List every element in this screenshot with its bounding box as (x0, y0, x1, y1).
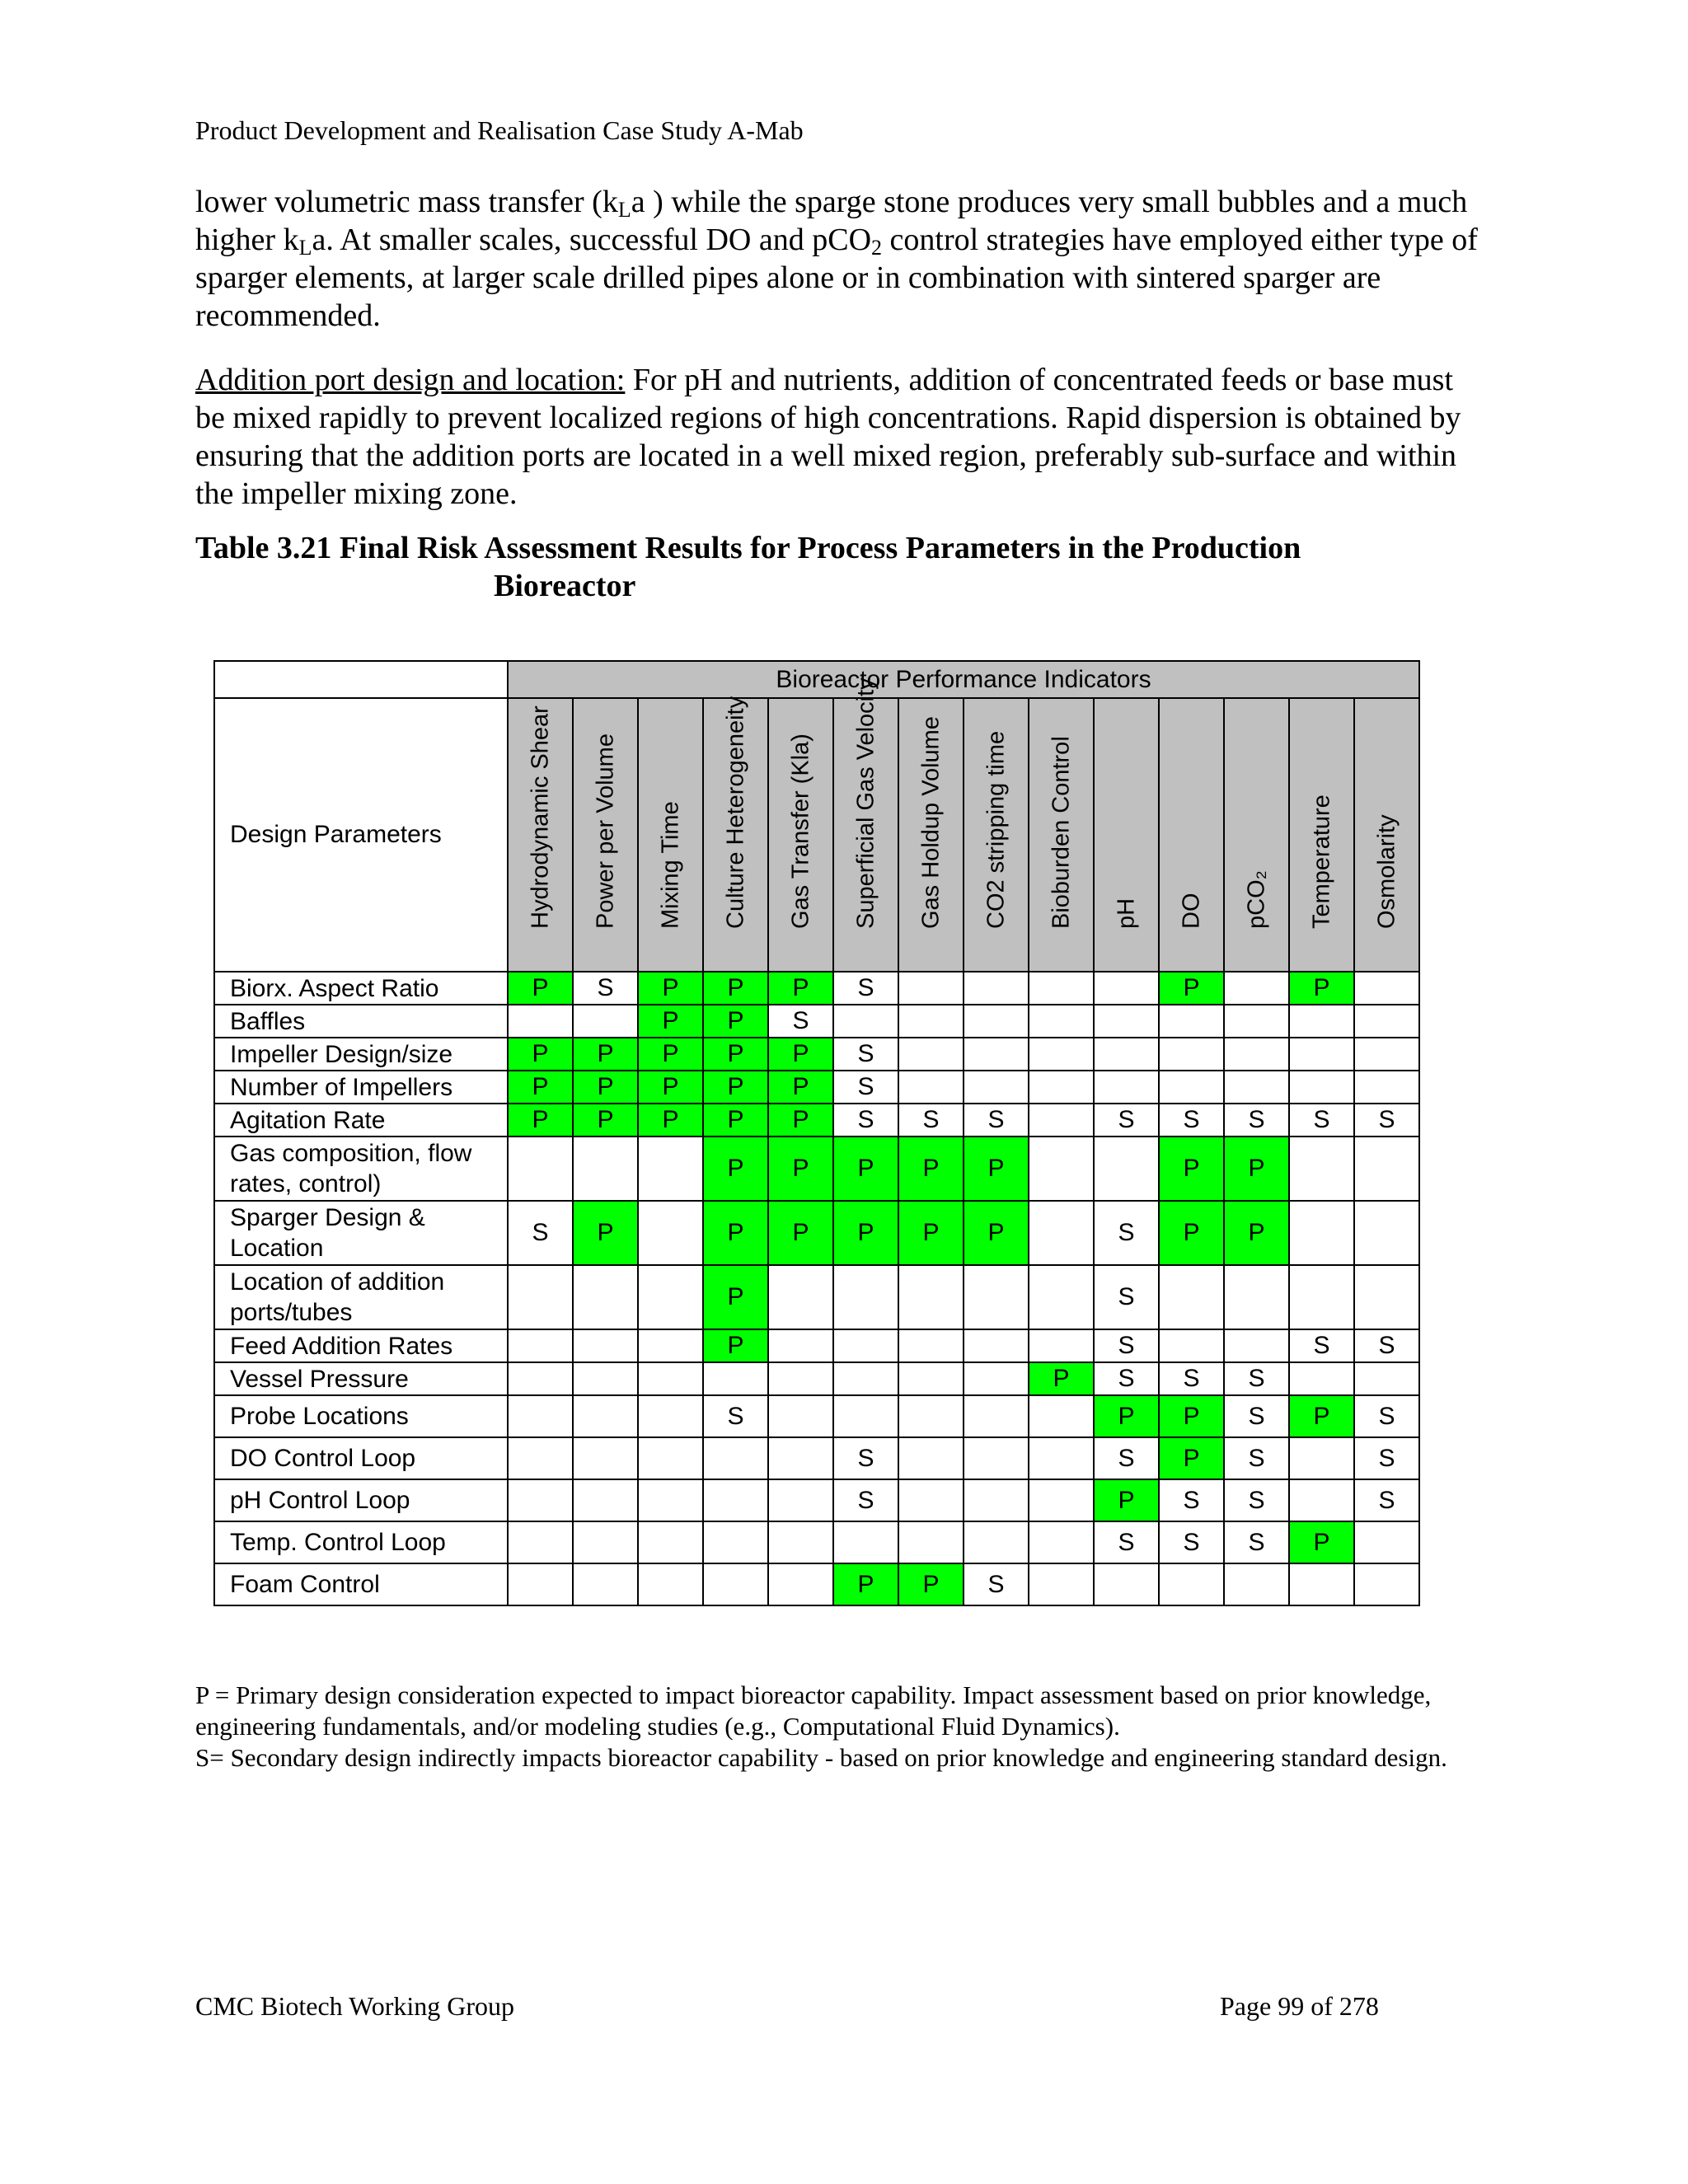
row-label: Feed Addition Rates (214, 1329, 508, 1362)
table-row (214, 1362, 1419, 1395)
table-cell: S (1354, 1479, 1419, 1521)
table-cell (1224, 1038, 1289, 1071)
row-label: Impeller Design/size (214, 1038, 508, 1071)
footer-org: CMC Biotech Working Group (195, 1991, 515, 2021)
table-cell: P (1094, 1479, 1159, 1521)
table-cell (1094, 1005, 1159, 1038)
table-cell: S (1289, 1104, 1354, 1137)
table-cell: S (1354, 1437, 1419, 1479)
table-cell: S (964, 1563, 1029, 1605)
table-cell (768, 1362, 833, 1395)
table-cell (1354, 1038, 1419, 1071)
paragraph-sparger: lower volumetric mass transfer ($k_La$ ) while the sparge stone produces very small bubbles and a much higher $k_La$. At smaller scales, successful DO and pCO$_2$ control strategies have employed either type of sparger elements, at larger scale drilled pipes alone or in combination with sintered sparger are recommended. (195, 185, 1478, 333)
table-cell: S (1224, 1437, 1289, 1479)
table-cell (833, 1521, 898, 1563)
table-cell (508, 1563, 573, 1605)
table-row (214, 1437, 1419, 1479)
table-row (214, 1201, 1419, 1265)
table-cell: P (1224, 1201, 1289, 1265)
table-corner (214, 661, 508, 698)
table-row (214, 1329, 1419, 1362)
table-cell: P (508, 1104, 573, 1137)
table-cell: P (638, 1038, 703, 1071)
table-row (214, 1071, 1419, 1104)
table-cell: S (1224, 1479, 1289, 1521)
table-cell: P (964, 1137, 1029, 1201)
column-header-label: CO2 stripping time (982, 730, 1009, 929)
row-label: Baffles (214, 1005, 508, 1038)
legend-secondary: S= Secondary design indirectly impacts bioreactor capability - based on prior knowledge and engineering standard design. (195, 1743, 1447, 1772)
table-cell (898, 1038, 964, 1071)
column-header-label: Osmolarity (1373, 814, 1400, 929)
table-cell (1094, 1071, 1159, 1104)
table-cell: S (1094, 1104, 1159, 1137)
table-cell (1029, 1137, 1094, 1201)
table-cell: S (1354, 1329, 1419, 1362)
table-cell (1159, 1038, 1224, 1071)
table-cell: P (833, 1563, 898, 1605)
table-cell (508, 1437, 573, 1479)
column-header-label: Temperature (1308, 794, 1334, 929)
table-cell: P (768, 972, 833, 1005)
table-cell: S (833, 1104, 898, 1137)
row-label: pH Control Loop (214, 1479, 508, 1521)
column-header-label: pH (1113, 898, 1139, 929)
table-cell: P (768, 1201, 833, 1265)
table-cell: P (638, 972, 703, 1005)
table-cell (1029, 1521, 1094, 1563)
table-cell (1354, 1005, 1419, 1038)
table-cell: S (1159, 1521, 1224, 1563)
table-cell (833, 1362, 898, 1395)
table-cell: P (1159, 1137, 1224, 1201)
table-cell: S (1159, 1104, 1224, 1137)
table-cell (638, 1563, 703, 1605)
footer-page-number: Page 99 of 278 (1220, 1991, 1379, 2021)
table-cell: S (1224, 1104, 1289, 1137)
table-cell: S (508, 1201, 573, 1265)
column-header-label: Power per Volume (592, 733, 618, 929)
table-cell (833, 1265, 898, 1329)
column-header (768, 698, 833, 972)
table-cell: P (703, 1104, 768, 1137)
table-cell: P (638, 1071, 703, 1104)
row-label: Agitation Rate (214, 1104, 508, 1137)
table-cell: S (1224, 1362, 1289, 1395)
row-label: Number of Impellers (214, 1071, 508, 1104)
table-cell (638, 1437, 703, 1479)
table-cell (1094, 1137, 1159, 1201)
legend-primary: P = Primary design consideration expected to impact bioreactor capability. Impact assessment based on prior knowledge, engineering fundamentals, and/or modeling studies (e.g., Computational Fluid Dynamics). (195, 1680, 1432, 1741)
table-row (214, 1005, 1419, 1038)
table-cell: P (1159, 972, 1224, 1005)
table-row (214, 1137, 1419, 1201)
table-cell (898, 1329, 964, 1362)
table-cell: S (1094, 1201, 1159, 1265)
table-cell: P (1289, 1395, 1354, 1437)
table-cell: P (768, 1104, 833, 1137)
group-header: Bioreactor Performance Indicators (508, 661, 1419, 698)
table-cell (573, 1395, 638, 1437)
column-header-label: DO (1178, 893, 1204, 929)
table-cell (964, 1521, 1029, 1563)
table-cell (573, 1329, 638, 1362)
table-cell (573, 1137, 638, 1201)
table-row (214, 1265, 1419, 1329)
table-cell (1354, 1521, 1419, 1563)
table-cell: P (964, 1201, 1029, 1265)
table-cell: S (833, 1437, 898, 1479)
table-cell: P (768, 1038, 833, 1071)
column-header (1224, 698, 1289, 972)
table-cell (1159, 1265, 1224, 1329)
column-header (1289, 698, 1354, 972)
table-row (214, 1479, 1419, 1521)
table-cell (1094, 1038, 1159, 1071)
table-cell (964, 1329, 1029, 1362)
table-cell (964, 1479, 1029, 1521)
row-label: Foam Control (214, 1563, 508, 1605)
row-label: Probe Locations (214, 1395, 508, 1437)
table-cell (768, 1437, 833, 1479)
paragraph-addition-port: Addition port design and location: For pH and nutrients, addition of concentrated feeds or base must be mixed rapidly to prevent localized regions of high concentrations. Rapid dispersion is obtained by ensuring that the addition ports are located in a well mixed region, preferably sub-surface and within the impeller mixing zone. (195, 363, 1461, 511)
table-cell: S (1094, 1329, 1159, 1362)
table-cell: P (1159, 1201, 1224, 1265)
table-cell (833, 1005, 898, 1038)
table-cell (898, 972, 964, 1005)
table-cell (833, 1329, 898, 1362)
table-cell (964, 972, 1029, 1005)
table-row (214, 1521, 1419, 1563)
table-cell (833, 1395, 898, 1437)
table-cell (964, 1005, 1029, 1038)
table-cell (508, 1005, 573, 1038)
column-header (703, 698, 768, 972)
table-cell: P (703, 1265, 768, 1329)
table-cell (1159, 1005, 1224, 1038)
table-cell: S (1159, 1362, 1224, 1395)
table-cell (1289, 1201, 1354, 1265)
table-cell (573, 1265, 638, 1329)
column-header (1159, 698, 1224, 972)
table-cell: P (768, 1071, 833, 1104)
table-cell: P (898, 1563, 964, 1605)
table-cell: P (1159, 1395, 1224, 1437)
table-cell (898, 1265, 964, 1329)
table-cell: S (833, 1038, 898, 1071)
table-cell: P (703, 1071, 768, 1104)
table-cell: S (1094, 1521, 1159, 1563)
column-header-label: Mixing Time (657, 801, 683, 929)
table-cell (1029, 1201, 1094, 1265)
table-cell: P (833, 1201, 898, 1265)
row-label: Biorx. Aspect Ratio (214, 972, 508, 1005)
table-cell (703, 1362, 768, 1395)
column-header (1029, 698, 1094, 972)
table-cell (573, 1437, 638, 1479)
table-cell (508, 1329, 573, 1362)
table-cell (1289, 1005, 1354, 1038)
table-cell (508, 1265, 573, 1329)
row-label: Location of addition ports/tubes (214, 1265, 508, 1329)
table-cell: P (508, 1038, 573, 1071)
table-cell (964, 1362, 1029, 1395)
column-header-label: Hydrodynamic Shear (527, 705, 553, 929)
table-cell: P (1289, 972, 1354, 1005)
table-cell (638, 1479, 703, 1521)
table-cell (1289, 1265, 1354, 1329)
table-cell (1029, 1563, 1094, 1605)
table-cell: S (1289, 1329, 1354, 1362)
table-cell: S (833, 1071, 898, 1104)
table-cell: S (1224, 1521, 1289, 1563)
row-label: Gas composition, flow rates, control) (214, 1137, 508, 1201)
table-title: Table 3.21 Final Risk Assessment Results for Process Parameters in the Production Bioreactor (195, 531, 1301, 603)
table-cell (1354, 1137, 1419, 1201)
table-cell (1224, 1563, 1289, 1605)
table-cell (508, 1395, 573, 1437)
table-cell (573, 1521, 638, 1563)
table-cell (638, 1137, 703, 1201)
column-header-label: Gas Transfer (Kla) (787, 733, 814, 929)
table-cell (898, 1362, 964, 1395)
column-header-label: Superficial Gas Velocity (852, 677, 879, 929)
table-cell: S (964, 1104, 1029, 1137)
table-cell (1289, 1071, 1354, 1104)
table-cell (638, 1521, 703, 1563)
table-cell: S (573, 972, 638, 1005)
table-cell: P (1289, 1521, 1354, 1563)
table-cell (964, 1071, 1029, 1104)
table-cell: S (898, 1104, 964, 1137)
column-header-label: Bioburden Control (1048, 736, 1074, 929)
table-cell (638, 1362, 703, 1395)
table-cell: S (703, 1395, 768, 1437)
table-cell: P (573, 1038, 638, 1071)
table-cell (573, 1563, 638, 1605)
table-cell: P (573, 1201, 638, 1265)
table-cell (1159, 1071, 1224, 1104)
table-cell (703, 1479, 768, 1521)
table-cell (703, 1563, 768, 1605)
table-cell: P (1094, 1395, 1159, 1437)
table-cell (1029, 972, 1094, 1005)
column-header (1354, 698, 1419, 972)
table-cell (508, 1479, 573, 1521)
table-cell (898, 1521, 964, 1563)
table-row (214, 1395, 1419, 1437)
table-row (214, 1104, 1419, 1137)
table-cell (898, 1071, 964, 1104)
table-cell (898, 1395, 964, 1437)
table-cell: P (1159, 1437, 1224, 1479)
table-cell (1094, 972, 1159, 1005)
table-cell (1289, 1563, 1354, 1605)
table-cell (1354, 1362, 1419, 1395)
table-cell (638, 1265, 703, 1329)
table-cell: P (573, 1071, 638, 1104)
table-cell (768, 1395, 833, 1437)
table-cell: S (1354, 1395, 1419, 1437)
table-cell: P (833, 1137, 898, 1201)
table-cell: P (898, 1137, 964, 1201)
table-cell (1354, 1265, 1419, 1329)
table-cell (508, 1137, 573, 1201)
table-cell (768, 1265, 833, 1329)
table-cell (1029, 1479, 1094, 1521)
table-cell (768, 1329, 833, 1362)
row-label: DO Control Loop (214, 1437, 508, 1479)
paragraph-heading: Addition port design and location: (195, 363, 626, 397)
row-label: Sparger Design & Location (214, 1201, 508, 1265)
table-cell: S (833, 1479, 898, 1521)
table-cell: P (573, 1104, 638, 1137)
table-cell: P (508, 1071, 573, 1104)
table-cell: P (898, 1201, 964, 1265)
table-cell (898, 1005, 964, 1038)
table-cell (1029, 1265, 1094, 1329)
table-cell (1289, 1137, 1354, 1201)
legend (195, 1680, 1498, 1774)
table-cell (703, 1521, 768, 1563)
table-cell (508, 1521, 573, 1563)
column-header (1094, 698, 1159, 972)
table-cell (1029, 1005, 1094, 1038)
column-header (833, 677, 898, 972)
table-cell (768, 1521, 833, 1563)
table-cell: P (1224, 1137, 1289, 1201)
table-cell (573, 1479, 638, 1521)
table-cell (964, 1265, 1029, 1329)
table-cell (768, 1479, 833, 1521)
table-cell (638, 1201, 703, 1265)
page-header: Product Development and Realisation Case Study A-Mab (195, 115, 804, 145)
table-cell (1289, 1437, 1354, 1479)
table-cell: S (1354, 1104, 1419, 1137)
table-cell (1354, 1201, 1419, 1265)
table-cell (703, 1437, 768, 1479)
column-header-label: Culture Heterogeneity (722, 696, 748, 929)
table-cell (964, 1437, 1029, 1479)
table-cell (1354, 1563, 1419, 1605)
table-cell (1224, 1329, 1289, 1362)
table-cell (1224, 1265, 1289, 1329)
table-cell (964, 1395, 1029, 1437)
table-cell (573, 1362, 638, 1395)
table-cell (1029, 1071, 1094, 1104)
table-cell (638, 1329, 703, 1362)
table-cell (898, 1479, 964, 1521)
table-cell: S (768, 1005, 833, 1038)
table-cell (898, 1437, 964, 1479)
table-cell (1029, 1038, 1094, 1071)
table-cell (573, 1005, 638, 1038)
table-cell (1354, 972, 1419, 1005)
table-cell: P (768, 1137, 833, 1201)
table-row (214, 1038, 1419, 1071)
column-header (898, 698, 964, 972)
table-cell (1289, 1362, 1354, 1395)
column-header (964, 698, 1029, 972)
table-cell: S (1094, 1362, 1159, 1395)
table-cell: S (1159, 1479, 1224, 1521)
row-label: Temp. Control Loop (214, 1521, 508, 1563)
table-cell (1159, 1329, 1224, 1362)
table-cell (1289, 1479, 1354, 1521)
table-cell (1094, 1563, 1159, 1605)
column-header-label: Gas Holdup Volume (917, 716, 944, 929)
table-cell: P (1029, 1362, 1094, 1395)
table-cell (1224, 972, 1289, 1005)
table-cell: P (703, 1329, 768, 1362)
row-label: Vessel Pressure (214, 1362, 508, 1395)
table-cell (1029, 1395, 1094, 1437)
table-cell (1224, 1071, 1289, 1104)
table-cell: P (508, 972, 573, 1005)
column-header (573, 698, 638, 972)
table-cell: P (703, 1201, 768, 1265)
table-cell (1354, 1071, 1419, 1104)
table-cell (1289, 1038, 1354, 1071)
table-cell (1224, 1005, 1289, 1038)
table-cell (1029, 1104, 1094, 1137)
table-cell (768, 1563, 833, 1605)
table-cell: P (703, 1038, 768, 1071)
table-cell (508, 1362, 573, 1395)
table-cell: P (703, 972, 768, 1005)
table-row (214, 1563, 1419, 1605)
risk-assessment-table (213, 660, 1420, 1606)
table-cell (638, 1395, 703, 1437)
table-cell (1029, 1437, 1094, 1479)
table-cell: P (638, 1005, 703, 1038)
table-cell: P (703, 1137, 768, 1201)
table-cell: S (833, 972, 898, 1005)
table-cell: S (1094, 1265, 1159, 1329)
table-row (214, 972, 1419, 1005)
row-header: Design Parameters (214, 698, 508, 972)
table-cell: S (1094, 1437, 1159, 1479)
table-cell (964, 1038, 1029, 1071)
column-header-label: pCO₂ (1243, 870, 1269, 929)
table-cell (1159, 1563, 1224, 1605)
table-cell: P (638, 1104, 703, 1137)
column-header (638, 698, 703, 972)
table-cell: P (703, 1005, 768, 1038)
table-cell (1029, 1329, 1094, 1362)
table-cell: S (1224, 1395, 1289, 1437)
column-header (508, 698, 573, 972)
